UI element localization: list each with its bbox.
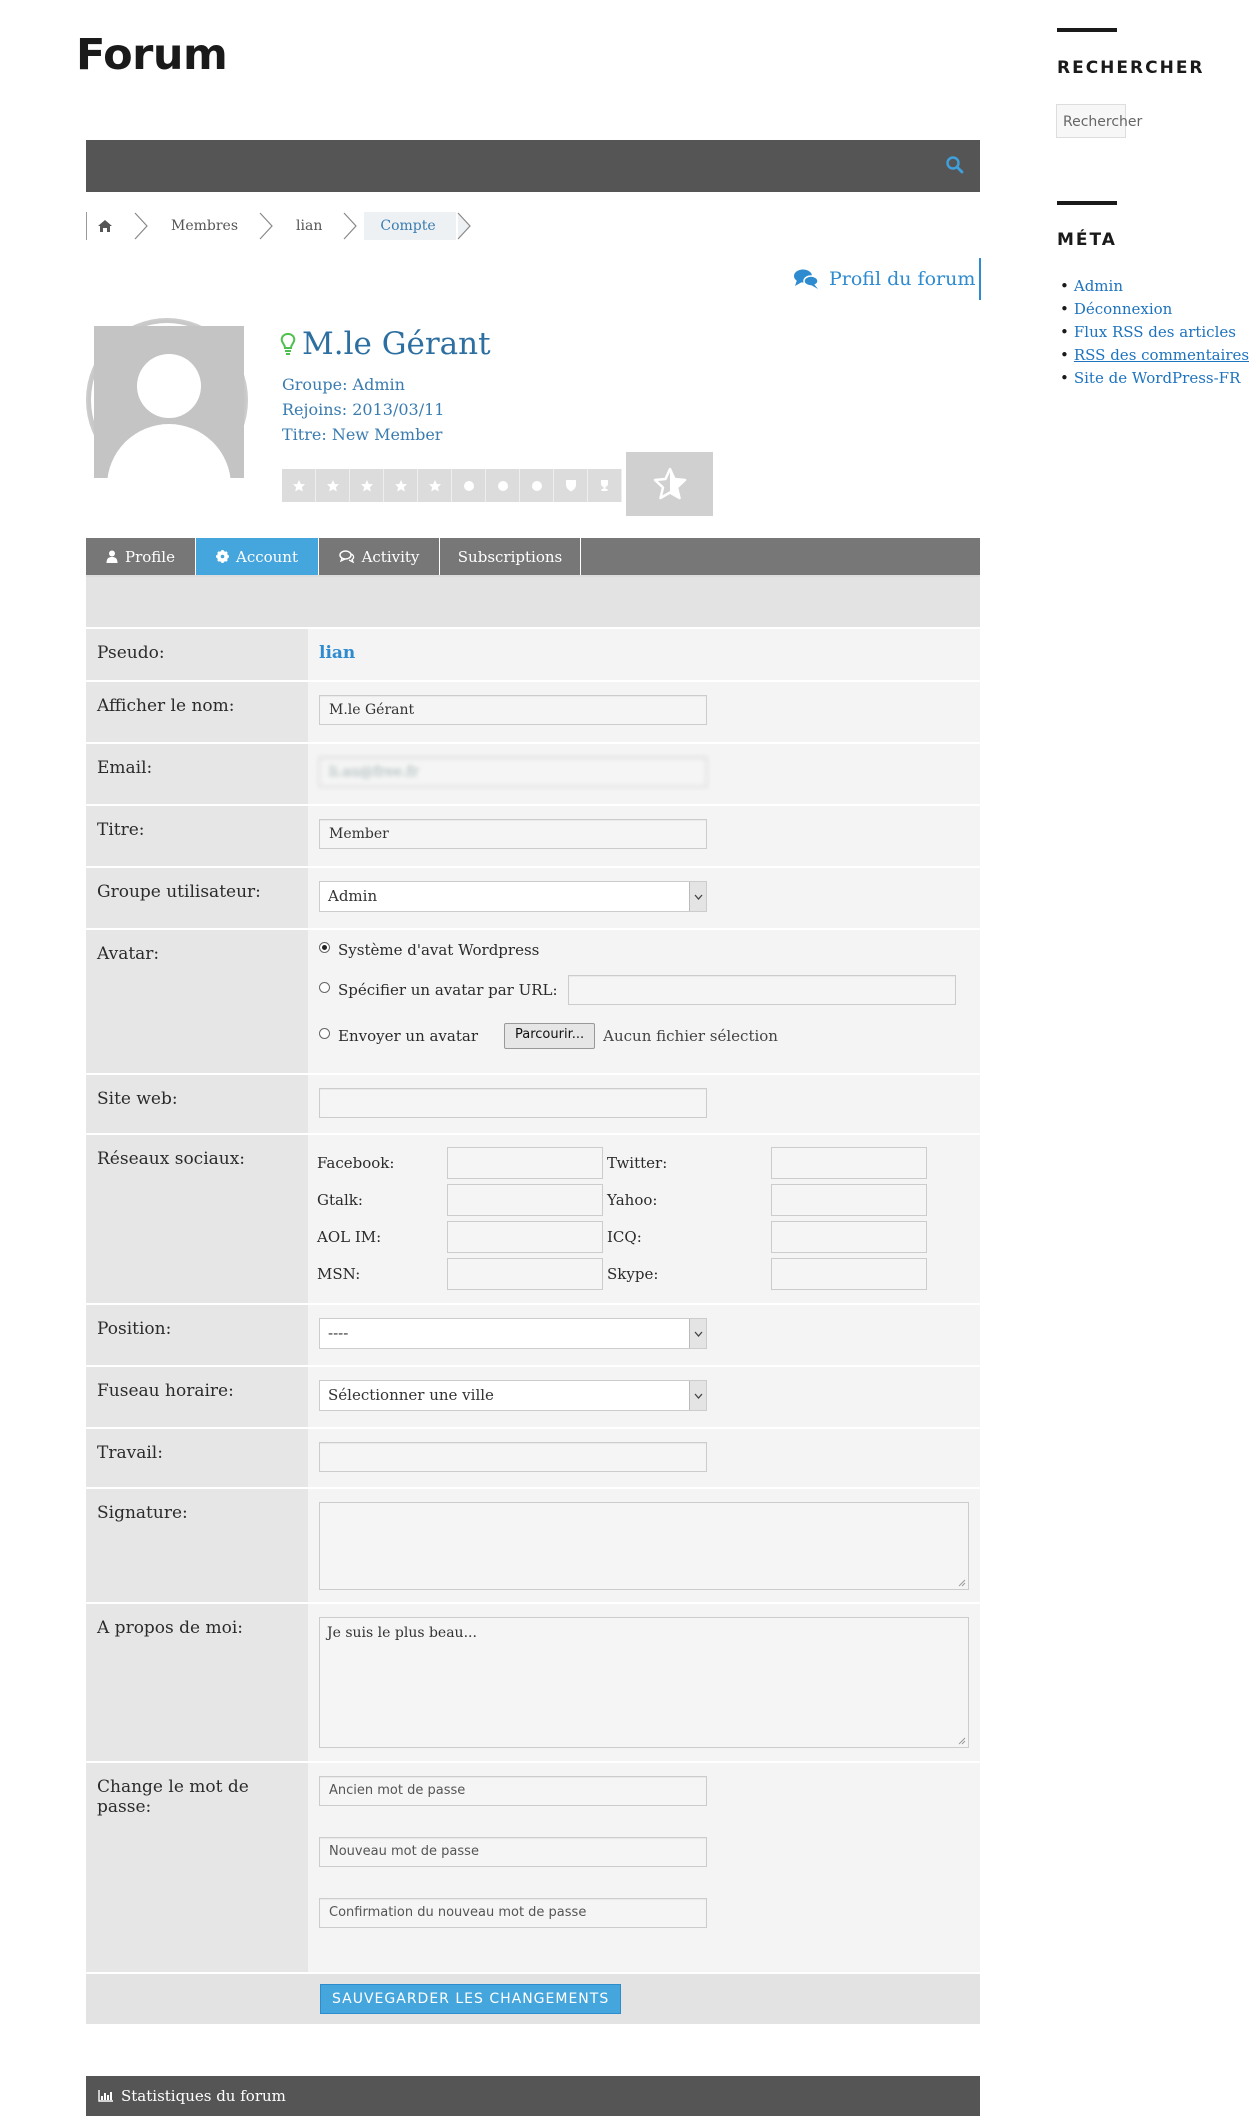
confirm-password-input[interactable]: Confirmation du nouveau mot de passe (319, 1898, 707, 1928)
meta-item (1060, 367, 1249, 390)
meta-link-feed[interactable]: Flux RSS des articles (1073, 323, 1236, 341)
chevron-right-icon (456, 212, 478, 240)
email-field[interactable]: li.au@free.fr (319, 757, 707, 787)
title-label: Titre: (86, 806, 308, 866)
default-avatar-icon (94, 326, 244, 478)
position-select[interactable] (319, 1318, 707, 1349)
radio-icon (319, 1028, 330, 1039)
circle-badge-icon (452, 469, 486, 502)
gear-icon (216, 550, 229, 563)
gtalk-input[interactable] (447, 1184, 603, 1216)
forum-toolbar (86, 140, 980, 192)
yahoo-input[interactable] (771, 1184, 927, 1216)
shield-icon (554, 469, 588, 502)
breadcrumb-item-account: Compte (364, 212, 455, 240)
skype-label: Skype: (607, 1265, 659, 1283)
msn-input[interactable] (447, 1258, 603, 1290)
social-grid (317, 1147, 980, 1290)
email-label: Email: (86, 744, 308, 804)
display-name-input[interactable]: M.le Gérant (319, 695, 707, 725)
title-input[interactable]: Member (319, 819, 707, 849)
user-group: Groupe: Admin (282, 375, 405, 394)
icq-input[interactable] (771, 1221, 927, 1253)
account-form (86, 627, 980, 2024)
twitter-input[interactable] (771, 1147, 927, 1179)
pseudo-value: lian (319, 643, 356, 663)
avatar-label: Avatar: (86, 930, 308, 1073)
forum-profile-link-label: Profil du forum (829, 268, 976, 290)
tab-profile-label: Profile (125, 547, 175, 566)
breadcrumb-item-members[interactable]: Membres (171, 218, 239, 234)
meta-link-admin[interactable]: Admin (1073, 277, 1123, 295)
tab-subscriptions[interactable] (440, 538, 581, 575)
tab-account-label: Account (235, 547, 298, 566)
tab-activity[interactable] (319, 538, 440, 575)
meta-item (1060, 275, 1249, 298)
avatar-url-input[interactable] (568, 975, 956, 1005)
yahoo-label: Yahoo: (607, 1191, 658, 1209)
meta-item (1060, 344, 1249, 367)
position-label: Position: (86, 1305, 308, 1365)
chevron-right-icon (133, 212, 155, 240)
user-name-text: M.le Gérant (302, 326, 491, 362)
browse-button[interactable]: Parcourir... (504, 1023, 595, 1049)
star-icon (350, 469, 384, 502)
meta-item (1060, 321, 1249, 344)
facebook-label: Facebook: (317, 1154, 395, 1172)
radio-icon (319, 982, 330, 993)
profile-tabs (86, 538, 980, 577)
work-input[interactable] (319, 1442, 707, 1472)
avatar-option-url[interactable] (319, 970, 980, 1010)
radio-checked-icon (319, 942, 330, 953)
resize-handle-icon[interactable] (958, 1737, 966, 1745)
star-half-icon (653, 467, 687, 501)
avatar-option-url-label: Spécifier un avatar par URL: (338, 981, 558, 999)
timezone-select[interactable] (319, 1380, 707, 1411)
lightbulb-icon (280, 332, 296, 356)
circle-badge-icon (486, 469, 520, 502)
chevron-right-icon (258, 212, 280, 240)
timezone-label: Fuseau horaire: (86, 1367, 308, 1427)
pseudo-label: Pseudo: (86, 629, 308, 680)
icq-label: ICQ: (607, 1228, 642, 1246)
chevron-right-icon (342, 212, 364, 240)
rank-badges (282, 469, 622, 502)
rank-button[interactable] (626, 452, 713, 516)
aolim-label: AOL IM: (317, 1228, 382, 1246)
skype-input[interactable] (771, 1258, 927, 1290)
user-group-select[interactable] (319, 881, 707, 912)
new-password-input[interactable]: Nouveau mot de passe (319, 1837, 707, 1867)
msn-label: MSN: (317, 1265, 361, 1283)
meta-list (1060, 275, 1249, 390)
meta-item (1060, 298, 1249, 321)
website-input[interactable] (319, 1088, 707, 1118)
tab-profile[interactable] (86, 538, 196, 575)
avatar-option-wordpress[interactable] (319, 930, 980, 970)
timezone-select-value: Sélectionner une ville (328, 1386, 494, 1404)
sidebar-search-input[interactable]: Rechercher (1056, 104, 1126, 138)
avatar-option-upload[interactable] (319, 1016, 980, 1056)
avatar-option-wordpress-label: Système d'avat Wordpress (338, 941, 540, 959)
tab-subscriptions-label: Subscriptions (457, 547, 563, 566)
search-icon[interactable] (944, 154, 966, 176)
meta-link-logout[interactable]: Déconnexion (1073, 300, 1173, 318)
breadcrumb-item-user[interactable]: lian (296, 218, 323, 234)
user-joined: Rejoins: 2013/03/11 (282, 400, 445, 419)
page-title: Forum (76, 30, 228, 80)
meta-heading: MÉTA (1057, 230, 1117, 250)
tab-subheader (86, 577, 980, 627)
avatar (86, 318, 248, 482)
sidebar-rule (1057, 201, 1117, 205)
no-file-text: Aucun fichier sélection (603, 1027, 778, 1045)
facebook-input[interactable] (447, 1147, 603, 1179)
about-label: A propos de moi: (86, 1604, 308, 1761)
old-password-input[interactable]: Ancien mot de passe (319, 1776, 707, 1806)
signature-label: Signature: (86, 1489, 308, 1602)
display-name-label: Afficher le nom: (86, 682, 308, 742)
user-group-label: Groupe utilisateur: (86, 868, 308, 928)
meta-link-comments-rss[interactable]: RSS des commentaires (1073, 346, 1249, 364)
star-icon (418, 469, 452, 502)
forum-stats-label: Statistiques du forum (121, 2087, 286, 2105)
resize-handle-icon[interactable] (958, 1579, 966, 1587)
breadcrumb (86, 212, 478, 240)
sidebar-rule (1057, 28, 1117, 32)
user-icon (106, 550, 118, 563)
gtalk-label: Gtalk: (317, 1191, 363, 1209)
star-icon (384, 469, 418, 502)
meta-link-wordpress[interactable]: Site de WordPress-FR (1073, 369, 1241, 387)
password-label: Change le mot de passe: (86, 1763, 308, 1972)
forum-stats-bar[interactable] (86, 2076, 980, 2116)
save-row (86, 1972, 980, 2024)
forum-profile-link[interactable] (793, 258, 981, 300)
trophy-icon (588, 469, 622, 502)
breadcrumb-home[interactable] (86, 212, 133, 240)
aolim-input[interactable] (447, 1221, 603, 1253)
position-select-value: ---- (328, 1324, 349, 1342)
user-display-name (280, 326, 491, 362)
chevron-down-icon (689, 882, 706, 911)
website-label: Site web: (86, 1075, 308, 1133)
star-icon (316, 469, 350, 502)
comments-icon (793, 268, 819, 290)
bar-chart-icon (98, 2090, 113, 2102)
social-label: Réseaux sociaux: (86, 1135, 308, 1303)
tab-account[interactable] (196, 538, 319, 575)
chevron-down-icon (689, 1319, 706, 1348)
about-textarea[interactable] (319, 1617, 969, 1748)
star-icon (282, 469, 316, 502)
user-title: Titre: New Member (282, 425, 443, 444)
chevron-down-icon (689, 1381, 706, 1410)
twitter-label: Twitter: (607, 1154, 668, 1172)
search-heading: RECHERCHER (1057, 58, 1205, 78)
user-group-select-value: Admin (328, 887, 378, 905)
home-icon (97, 219, 113, 233)
tab-activity-label: Activity (361, 547, 420, 566)
work-label: Travail: (86, 1429, 308, 1487)
comments-icon (339, 550, 355, 563)
signature-textarea[interactable] (319, 1502, 969, 1590)
circle-badge-icon (520, 469, 554, 502)
avatar-option-upload-label: Envoyer un avatar (338, 1027, 478, 1045)
about-textarea-value: Je suis le plus beau... (327, 1625, 477, 1641)
save-button[interactable]: SAUVEGARDER LES CHANGEMENTS (320, 1984, 621, 2014)
